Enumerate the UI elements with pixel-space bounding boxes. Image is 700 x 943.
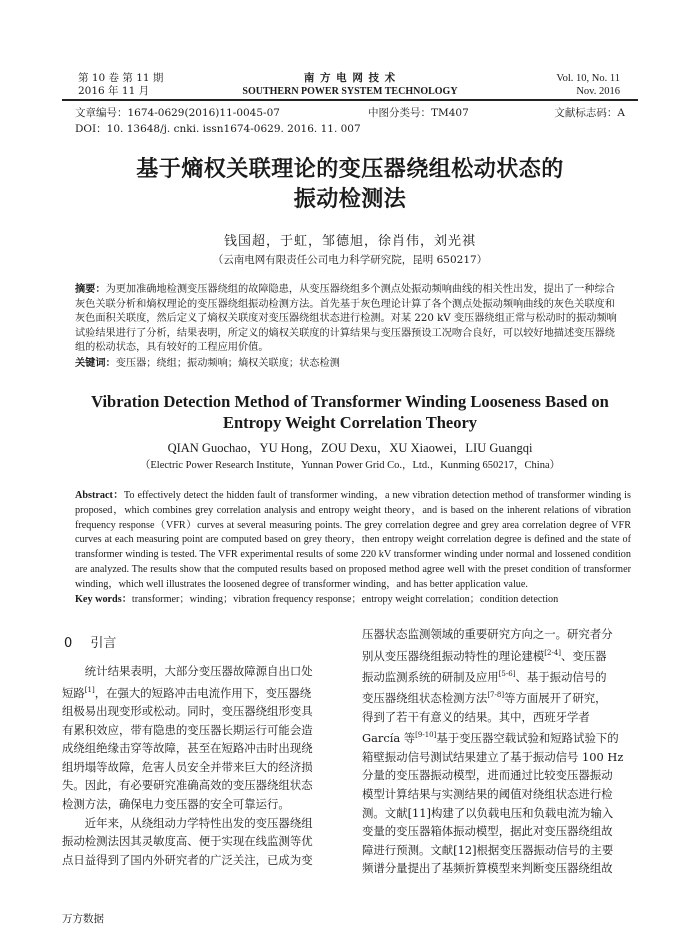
abstract-cn [75, 282, 625, 372]
body-line: 统计结果表明，大部分变压器故障源自出口处 [62, 664, 313, 678]
authors-en: QIAN Guochao，YU Hong，ZOU Dexu，XU Xiaowei，LIU Guangqi [167, 441, 533, 455]
body-line: 振动监测系统的研制及应用[5-6]、基于振动信号的 [362, 669, 607, 684]
section-heading [64, 635, 116, 653]
body-line: 近年来，从绕组动力学特性出发的变压器绕组 [62, 815, 313, 830]
doi: DOI：10. 13648/j. cnki. issn1674-0629. 2016. 11. 007 [75, 123, 361, 135]
body-line: 成绕组绝缘击穿等故障，甚至在短路冲击时出现绕 [62, 741, 313, 756]
body-left-column [62, 662, 342, 869]
body-line: 点日益得到了国内外研究者的广泛关注，已成为变 [62, 852, 313, 867]
body-line: 测。文献[11]构建了以负载电压和负载电流为输入 [362, 805, 614, 820]
section-number: 0 [64, 636, 73, 651]
header-date-cn: 2016 年 11 月 [78, 85, 150, 97]
keywords-en: transformer；winding；vibration frequency response；entropy weight correlation；condition detection [131, 593, 559, 605]
header-issue-cn: 第 10 卷 第 11 期 [78, 72, 164, 84]
body-line: 得到了若干有意义的结果。其中，西班牙学者 [362, 709, 590, 724]
body-line: 有累积效应，带有隐患的变压器长期运行可能会造 [62, 722, 313, 737]
title-en-line1: Vibration Detection Method of Transformer Winding Looseness Based on [91, 392, 609, 411]
abstract-en-text: To effectively detect the hidden fault of transformer winding，a new vibration detection method of transformer winding is proposed，which combines grey correlation analysis and entropy weight theory，and is based on the inherent relations of vibration frequency response（VFR）curves at several measuring points. The grey correlation degree and grey area correlation degree of VFR curves at each measuring point are computed based on grey theory，then entropy weight correlation degree is defined and the state of transformer winding is tested. The VFR experimental results of some 220 kV transformer winding under normal and lossened condition are analyzed. The results show that the computed results based on proposed method agree well with the preset condition of transformer winding，which well illustrates the loosened degree of transformer winding，and has better application value. [75, 490, 631, 590]
header-date-en: Nov. 2016 [576, 86, 620, 97]
header-journal-en: SOUTHERN POWER SYSTEM TECHNOLOGY [242, 86, 458, 97]
title-cn-line1: 基于熵权关联理论的变压器绕组松动状态的 [136, 157, 564, 182]
body-line: 频谱分量提出了基频折算模型来判断变压器绕组故 [362, 861, 613, 876]
header-journal-cn: 南 方 电 网 技 术 [303, 72, 397, 84]
body-right-column [362, 625, 642, 878]
body-line: García 等[9-10]基于变压器空载试验和短路试验下的 [362, 731, 619, 746]
document-code: 文献标志码：A [554, 107, 625, 119]
body-line: 组坍塌等故障，危害人员安全并带来巨大的经济损 [62, 759, 313, 774]
affiliation-cn: （云南电网有限责任公司电力科学研究院，昆明 650217） [212, 254, 488, 266]
authors-cn: 钱国超，于虹，邹德旭，徐肖伟，刘光祺 [223, 234, 476, 249]
abstract-cn-text: 为更加准确地检测变压器绕组的故障隐患，从变压器绕组多个测点处振动频响曲线的相关性出发，提出了一种综合灰色关联分析和熵权理论的变压器绕组振动检测方法。首先基于灰色理论计算了各个测点处振动频响曲线的灰色关联度和灰色面积关联度，然后定义了熵权关联度对变压器绕组状态进行检测。对某 220 kV 变压器绕组正常与松动时的振动频响试验结果进行了分析，结果表明，所定义的熵权关联度的计算结果与变压器预设工况吻合良好，可以较好地描述变压器绕组的松动状态，具有较好的工程应用价值。 [75, 284, 617, 354]
title-en-line2: Entropy Weight Correlation Theory [222, 413, 478, 432]
abstract-cn-label: 摘要： [75, 283, 106, 295]
body-line: 障进行预测。文献[12]根据变压器振动信号的主要 [362, 842, 614, 857]
abstract-en-label: Abstract： [75, 490, 124, 501]
body-line: 变压器绕组状态检测方法[7-8]等方面展开了研究， [362, 691, 607, 706]
header-volume-en: Vol. 10, No. 11 [556, 73, 620, 84]
header-rule [62, 99, 638, 101]
title-cn-line2: 振动检测法 [293, 187, 407, 212]
body-line: 短路[1]，在强大的短路冲击电流作用下，变压器绕 [62, 685, 312, 700]
body-line: 分量的变压器振动模型，进而通过比较变压器振动 [362, 768, 613, 783]
body-line: 检测方法，确保电力变压器的安全可靠运行。 [62, 796, 290, 811]
body-line: 箱壁振动信号测试结果建立了基于振动信号 100 Hz [362, 749, 624, 764]
body-line: 组极易出现变形或松动。同时，变压器绕组形变具 [62, 703, 313, 718]
clc-number: 中图分类号：TM407 [368, 107, 469, 119]
keywords-cn-label: 关键词： [75, 356, 116, 369]
body-line: 失。因此，有必要研究准确高效的变压器绕组状态 [62, 778, 313, 793]
abstract-en [75, 489, 631, 607]
body-line: 变量的变压器箱体振动模型，据此对变压器绕组故 [362, 824, 613, 839]
keywords-cn: 变压器；绕组；振动频响；熵权关联度；状态检测 [115, 357, 340, 369]
body-line: 振动检测法因其灵敏度高、便于实现在线监测等优 [62, 834, 313, 849]
body-line: 别从变压器绕组振动特性的理论建模[2-4]、变压器 [362, 648, 607, 663]
affiliation-en: （Electric Power Research Institute，Yunnan Power Grid Co.，Ltd.，Kunming 650217，China） [139, 460, 561, 471]
footer-watermark: 万方数据 [62, 913, 104, 925]
keywords-en-label: Key words： [75, 593, 132, 605]
section-title: 引言 [90, 636, 117, 651]
body-line: 模型计算结果与实测结果的阈值对绕组状态进行检 [362, 786, 613, 801]
article-number: 文章编号：1674-0629(2016)11-0045-07 [75, 107, 280, 119]
body-line: 压器状态监测领域的重要研究方向之一。研究者分 [362, 627, 613, 641]
